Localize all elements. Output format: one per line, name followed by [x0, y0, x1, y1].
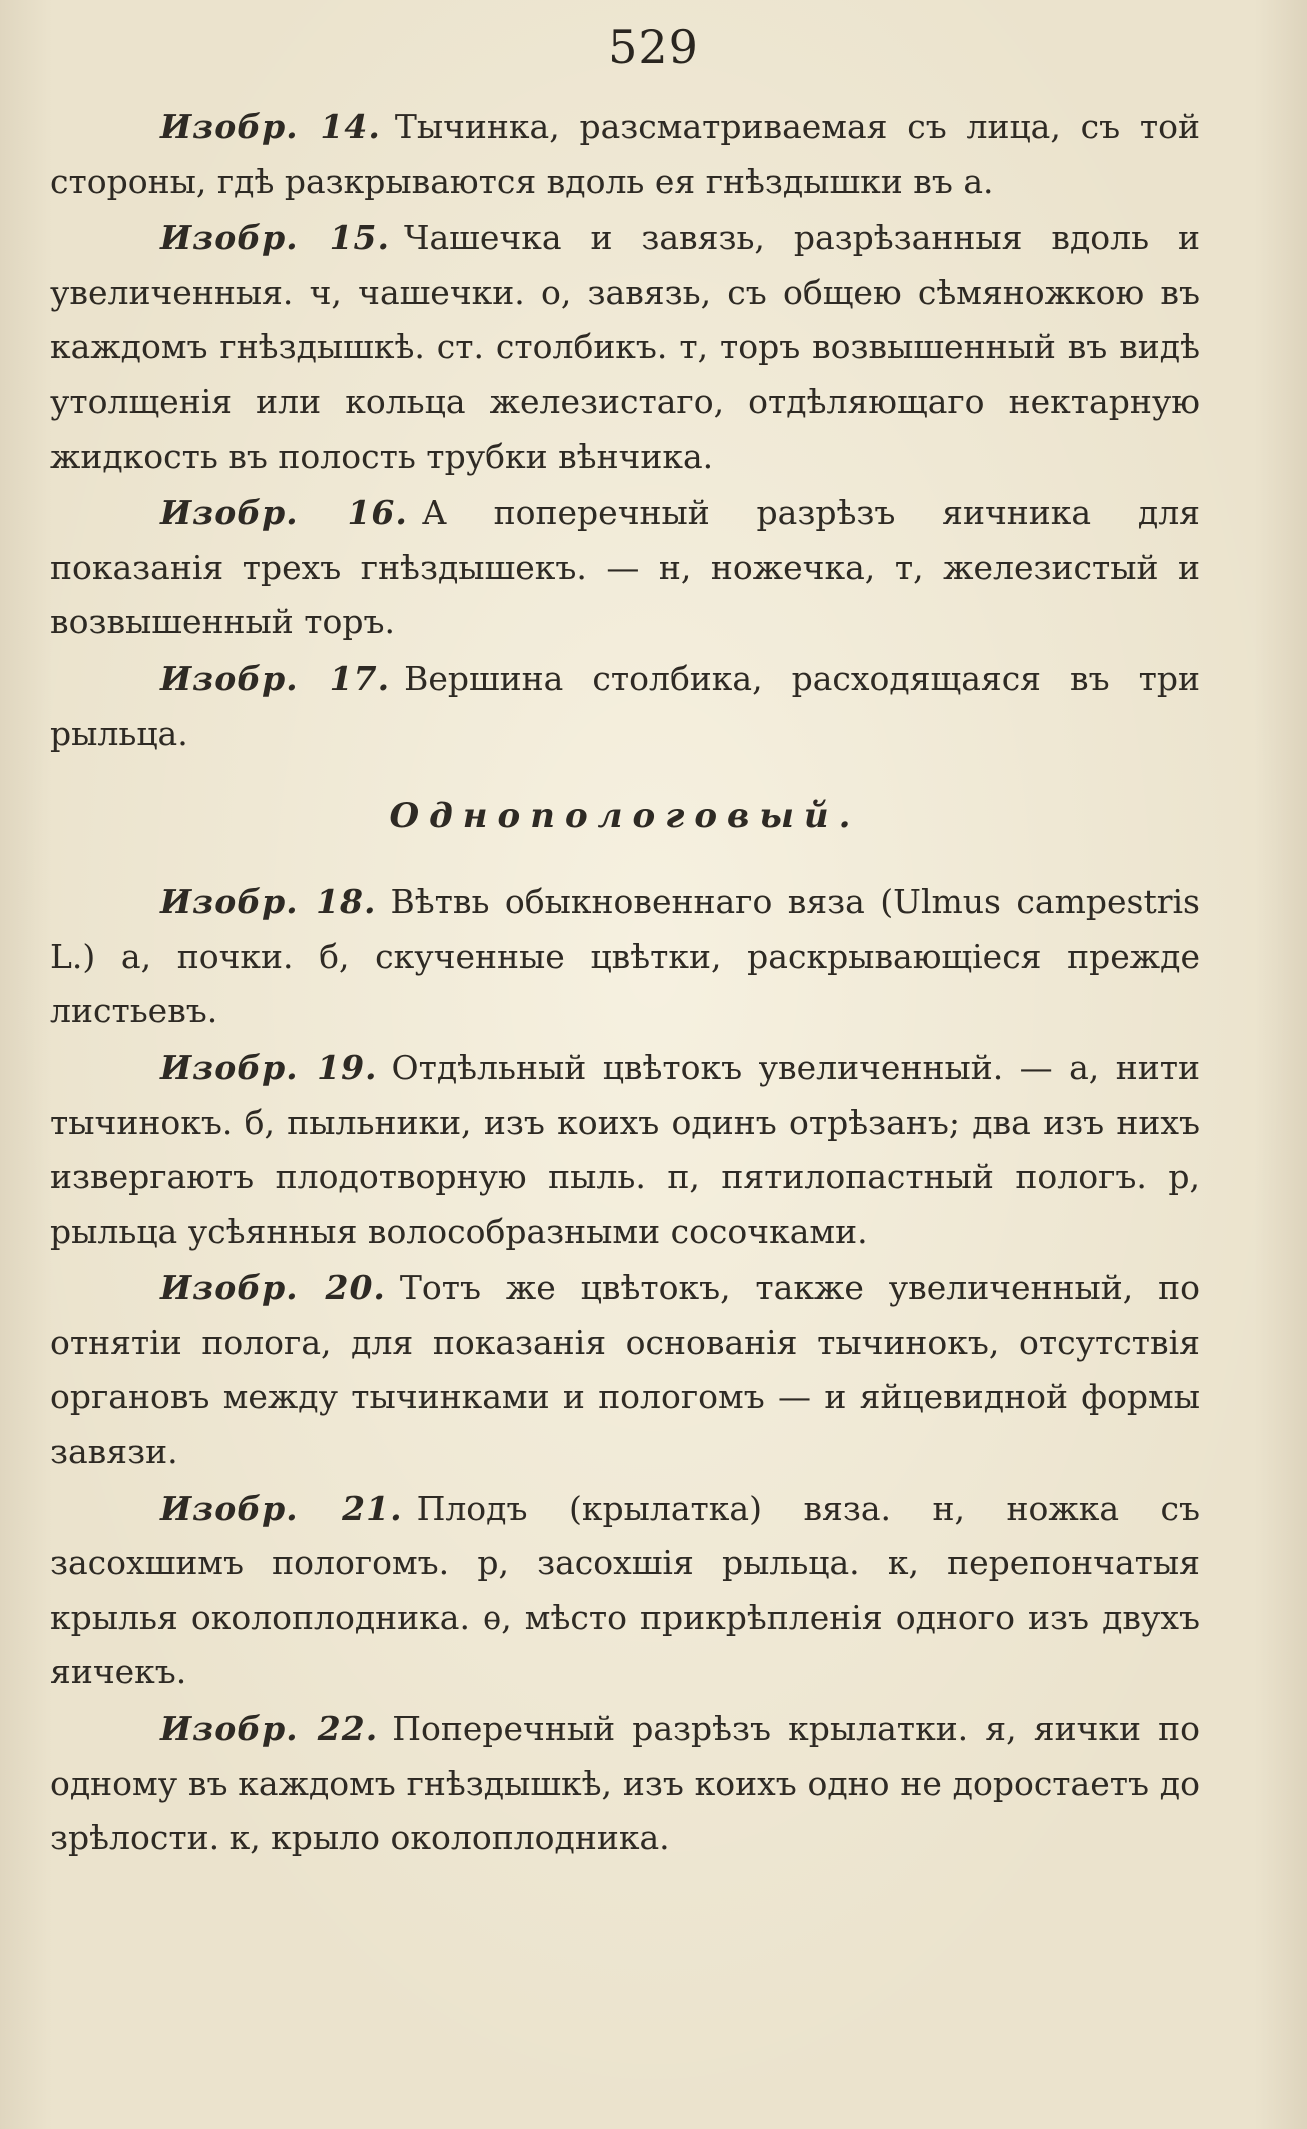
figure-label: Изобр. 19. — [160, 1047, 378, 1087]
figure-text: Отдѣльный цвѣтокъ увеличенный. — а, нити тычинокъ. б, пыльники, изъ коихъ одинъ отрѣзанъ; два изъ нихъ извергаютъ плодотворную пыль. п, пятилопастный пологъ. р, рыльца усѣянныя волособразными сосочками. — [50, 1047, 1201, 1251]
page-number: 529 — [608, 20, 699, 74]
text-block — [50, 100, 1200, 1868]
figure-caption-22 — [50, 1702, 1200, 1866]
figure-text: Поперечный разрѣзъ крылатки. я, яички по одному въ каждомъ гнѣздышкѣ, изъ коихъ одно не доростаетъ до зрѣлости. к, крыло околоплодника. — [50, 1709, 1200, 1858]
figure-label: Изобр. 14. — [160, 107, 381, 146]
figure-caption-14 — [50, 100, 1200, 209]
figure-text: Плодъ (крылатка) вяза. н, ножка съ засохшимъ пологомъ. р, засохшія рыльца. к, перепончатыя крылья околоплодника. ѳ, мѣсто прикрѣпленія одного изъ двухъ яичекъ. — [50, 1488, 1200, 1692]
figure-text: Чашечка и завязь, разрѣзанныя вдоль и увеличенныя. ч, чашечки. о, завязь, съ общею сѣмяножкою въ каждомъ гнѣздышкѣ. ст. столбикъ. т, торъ возвышенный въ видѣ утолщенія или кольца железистаго, отдѣляющаго нектарную жидкость въ полость трубки вѣнчика. — [50, 218, 1200, 476]
figure-label: Изобр. 16. — [160, 493, 408, 533]
figure-label: Изобр. 21. — [160, 1488, 403, 1528]
figure-label: Изобр. 20. — [160, 1268, 386, 1308]
figure-label: Изобр. 15. — [160, 218, 390, 258]
figure-caption-15 — [50, 211, 1200, 484]
figure-caption-19 — [50, 1041, 1200, 1259]
figure-text: Вѣтвь обыкновеннаго вяза (Ulmus campestris L.) а, почки. б, скученные цвѣтки, раскрывающіеся прежде листьевъ. — [50, 882, 1200, 1031]
figure-label: Изобр. 17. — [160, 658, 391, 698]
figure-text: Тычинка, разсматриваемая съ лица, съ той стороны, гдѣ разкрываются вдоль ея гнѣздышки въ а. — [50, 107, 1200, 201]
figure-caption-21 — [50, 1482, 1200, 1700]
figure-caption-20 — [50, 1261, 1200, 1479]
figure-text: А поперечный разрѣзъ яичника для показанія трехъ гнѣздышекъ. — н, ножечка, т, железистый и возвышенный торъ. — [50, 493, 1200, 642]
figure-text: Тотъ же цвѣтокъ, также увеличенный, по отнятіи полога, для показанія основанія тычинокъ, отсутствія органовъ между тычинками и пологомъ — и яйцевидной формы завязи. — [50, 1268, 1201, 1472]
figure-text: Вершина столбика, расходящаяся въ три рыльца. — [50, 658, 1201, 753]
figure-caption-18 — [50, 875, 1200, 1039]
section-title: Однопологовый. — [389, 796, 861, 837]
figure-label: Изобр. 22. — [160, 1709, 379, 1749]
figure-caption-16 — [50, 486, 1200, 650]
figure-label: Изобр. 18. — [160, 882, 377, 922]
figure-caption-17 — [50, 652, 1200, 761]
